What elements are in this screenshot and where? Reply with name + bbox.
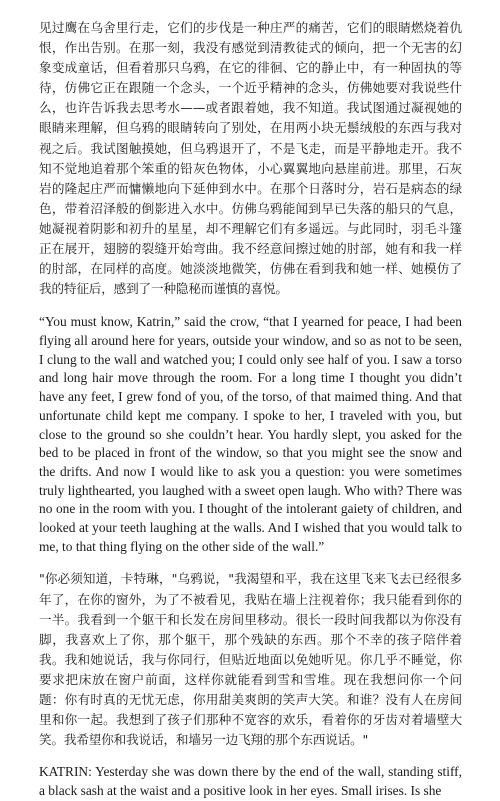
paragraph-katrin-english: KATRIN: Yesterday she was down there by the end of the wall, standing stiff, a black sash at the waist and a positive look in her eyes. Small irises. Is she [39,764,462,798]
paragraph-crow-speech-chinese: "你必须知道，卡特琳，"乌鸦说，"我渴望和平，我在这里飞来飞去已经很多年了，在你的窗外，为了不被看见，我贴在墙上注视着你；我只能看到你的一半。我看到一个躯干和长发在房间里移动。很长一段时间我都以为你没有脚，我喜欢上了你，那个躯干，那个残缺的东西。那个不幸的孩子陪伴着我。我和她说话，我与你同行，但贴近地面以免她听见。你几乎不睡觉，你要求把床放在窗户前面，这样你就能看到雪和雪堆。现在我想问你一个问题：你有时真的无忧无虑，你用甜美爽朗的笑声大笑。和谁？没有人在房间里和你一起。我想到了孩子们那种不宽容的欢乐，看着你的牙齿对着墙壁大笑。我希望你和我说话，和墙另一边飞翔的那个东西说话。" [39,571,462,748]
paragraph-crow-speech-english: “You must know, Katrin,” said the crow, “that I yearned for peace, I had been flying all around here for years, outside your window, and so as not to be seen, I clung to the wall and watched you; I could only see half of you. I saw a torso and long hair move through the room. For a long time I thought you didn’t have any feet, I grew fond of you, of the torso, of that maimed thing. And that unfortunate child kept me company. I spoke to her, I traveled with you, but close to the ground so she couldn’t hear. You hardly slept, you asked for the bed to be placed in front of the window, so that you might see the snow and the drifts. And now I would like to ask you a question: you were sometimes truly lighthearted, you laughed with a sweet open laugh. Who with? There was no one in the room with you. I thought of the intolerant gaiety of children, and looked at your teeth laughing at the walls. And I wished that you would talk to me, to that thing flying on the other side of the wall.” [39,314,462,554]
paragraph-chinese-narrative: 见过鹰在乌舍里行走，它们的步伐是一种庄严的痛苦，它们的眼睛燃烧着仇恨，作出告别。在那一刻，我没有感觉到清教徒式的倾向，把一个无害的幻象变成童话，但看着那只乌鸦，在它的徘徊、它的静止中，有一种固执的等待，仿佛它正在跟随一个念头，一个近乎精神的念头，仿佛她要对我说些什么，也许告诉我去思考水——或者跟着她，我不知道。我试图通过凝视她的眼睛来理解，但乌鸦的眼睛转向了别处，在用两小块无鬃绒般的东西与我对视之后。我试图触摸她，但乌鸦退开了，不是飞走，而是平静地走开。我不知不觉地追着那个笨重的铅灰色物体，小心翼翼地向悬崖前进。那里，石灰岩的隆起庄严而慵懒地向下延伸到水中。在那个日落时分，岩石是病态的绿色，带着沼泽般的倒影进入水中。仿佛乌鸦能闻到早已失落的船只的气息，她凝视着阴影和初升的星星，却不理解它们有多遥远。与此同时，羽毛斗篷正在展开，翅膀的裂缝开始弯曲。我不经意间擦过她的肘部，她有和我一样的肘部，在同样的高度。她淡淡地微笑，仿佛在看到我和她一样、她模仿了我的特征后，感到了一种隐秘而谨慎的喜悦。 [39,20,462,297]
